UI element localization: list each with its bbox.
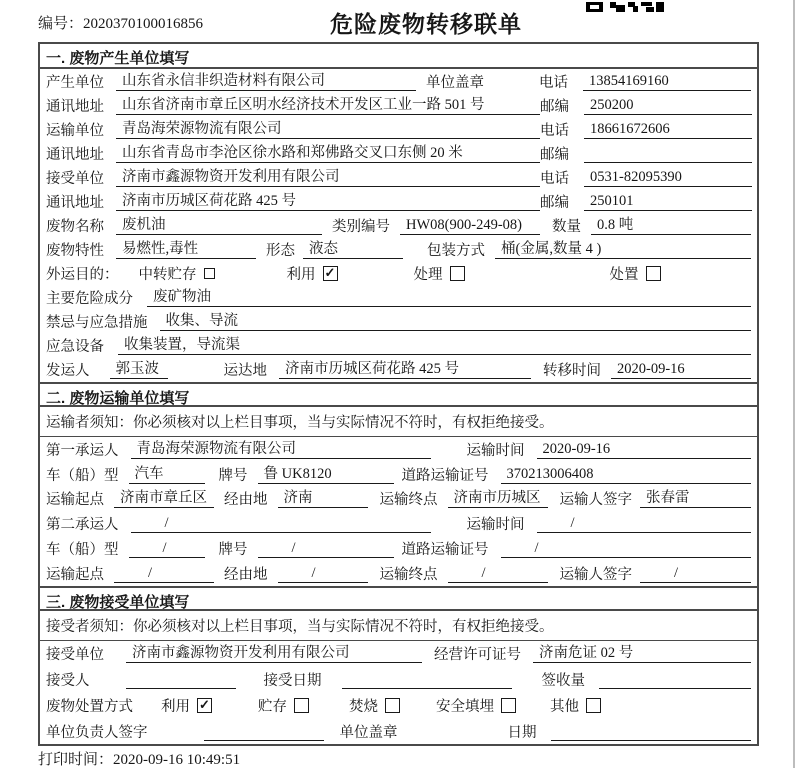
receive-date-label: 接受日期 <box>263 673 322 690</box>
trait-field: 易燃性,毒性 <box>116 240 256 259</box>
disposal-method-label: 废物处置方式 <box>46 698 133 715</box>
terminus2-field: / <box>448 564 548 583</box>
carrier2-field: / <box>131 514 431 533</box>
checkbox-disposal-landfill-label: 安全填埋 <box>436 698 494 715</box>
phone2-group <box>540 119 754 140</box>
checkbox-utilize <box>287 263 338 284</box>
receiver-address-row <box>40 189 757 213</box>
zip2-group <box>540 143 754 164</box>
receiver-row <box>40 165 757 189</box>
checkbox-disposal-incinerate <box>349 695 400 716</box>
vehicle1-row <box>40 462 757 487</box>
checkbox-transfer-storage-box <box>204 268 215 279</box>
phone2-field: 18661672606 <box>584 120 752 139</box>
quantity-field: 0.8 吨 <box>591 216 751 235</box>
plate1-label: 牌号 <box>218 467 248 484</box>
zip3-field: 250101 <box>584 192 752 211</box>
route2-row <box>40 561 757 586</box>
road-permit1-field: 370213006408 <box>501 465 752 484</box>
receiver-label: 接受单位 <box>46 170 104 187</box>
carrier1-field: 青岛海荣源物流有限公司 <box>131 440 431 459</box>
hazard-label: 主要危险成分 <box>46 290 133 307</box>
carrier-signature2-field: / <box>640 564 751 583</box>
unit-seal2-label: 单位盖章 <box>339 724 398 741</box>
transporter-row <box>40 117 757 141</box>
shipper-field: 郭玉波 <box>110 360 168 379</box>
waste-trait-row <box>40 237 757 261</box>
page-edge-line <box>793 0 795 768</box>
phone1-field: 13854169160 <box>583 72 751 91</box>
checkbox-dispose-box <box>646 266 661 281</box>
purpose-label: 外运目的： <box>46 266 119 283</box>
vehicle2-label: 车（船）型 <box>46 542 119 559</box>
address1-field: 山东省济南市章丘区明水经济技术开发区工业一路 501 号 <box>116 96 540 115</box>
receiving-unit-field: 济南市鑫源物资开发利用有限公司 <box>126 644 422 663</box>
transfer-time-label: 转移时间 <box>543 363 601 380</box>
origin1-field: 济南市章丘区 <box>114 489 214 508</box>
road-permit2-field: / <box>501 539 752 558</box>
category-label: 类别编号 <box>332 218 390 235</box>
producer-row <box>40 69 757 93</box>
responsible-signature-label: 单位负责人签字 <box>46 724 148 741</box>
section2-heading: 二. 废物运输单位填写 <box>40 382 757 407</box>
checkbox-disposal-other <box>550 695 601 716</box>
form-field: 液态 <box>303 240 403 259</box>
destination-field: 济南市历城区荷花路 425 号 <box>279 360 531 379</box>
zip3-label: 邮编 <box>540 194 569 211</box>
via2-label: 经由地 <box>224 567 268 584</box>
phone2-label: 电话 <box>540 122 569 139</box>
trait-label: 废物特性 <box>46 242 104 259</box>
page-title: 危险废物转移联单 <box>330 12 522 37</box>
disposal-method-row <box>40 693 757 719</box>
document-serial <box>38 12 203 33</box>
transport-time1-label: 运输时间 <box>466 442 525 459</box>
transport-purpose-row <box>40 261 757 285</box>
carrier1-row <box>40 437 757 462</box>
checkbox-disposal-other-box <box>586 698 601 713</box>
print-time <box>38 748 240 769</box>
form-label: 形态 <box>266 242 295 259</box>
checkbox-transfer-storage-label: 中转贮存 <box>138 266 197 283</box>
checkbox-disposal-landfill <box>436 695 516 716</box>
phone3-label: 电话 <box>540 170 569 187</box>
terminus1-label: 运输终点 <box>379 492 438 509</box>
terminus2-label: 运输终点 <box>379 567 438 584</box>
checkbox-disposal-store-label: 贮存 <box>258 698 287 715</box>
via1-field: 济南 <box>278 489 368 508</box>
vehicle2-field: / <box>129 539 205 558</box>
origin1-label: 运输起点 <box>46 492 104 509</box>
origin2-label: 运输起点 <box>46 567 104 584</box>
taboo-field: 收集、导流 <box>160 312 752 331</box>
producer-label: 产生单位 <box>46 74 104 91</box>
address2-label: 通讯地址 <box>46 146 104 163</box>
waste-name-row <box>40 213 757 237</box>
equipment-row <box>40 334 757 358</box>
checkbox-treat-box <box>450 266 465 281</box>
vehicle1-label: 车（船）型 <box>46 467 119 484</box>
hazard-row <box>40 285 757 309</box>
carrier2-row <box>40 511 757 536</box>
equipment-field: 收集装置，导流渠 <box>118 336 751 355</box>
zip1-label: 邮编 <box>540 98 569 115</box>
section2-notice: 运输者须知：你必须核对以上栏目事项，当与实际情况不符时，有权拒绝接受。 <box>40 407 757 437</box>
unit-seal-label: 单位盖章 <box>426 74 484 91</box>
recipient-field <box>126 670 236 689</box>
taboo-row <box>40 309 757 333</box>
equipment-label: 应急设备 <box>46 339 104 356</box>
receiving-unit-row <box>40 641 757 667</box>
responsible-signature-field <box>204 722 324 741</box>
shipper-label: 发运人 <box>46 363 90 380</box>
transporter-label: 运输单位 <box>46 122 104 139</box>
plate2-field: / <box>258 539 394 558</box>
taboo-label: 禁忌与应急措施 <box>46 314 148 331</box>
section1-body <box>40 69 757 382</box>
recipient-row <box>40 667 757 693</box>
checkbox-disposal-utilize <box>161 695 212 716</box>
checkbox-dispose <box>610 263 661 284</box>
carrier-signature2-label: 运输人签字 <box>559 567 632 584</box>
checkbox-treat-label: 处理 <box>413 266 443 283</box>
transport-time1-field: 2020-09-16 <box>537 440 752 459</box>
checkbox-disposal-other-label: 其他 <box>550 698 579 715</box>
vehicle1-field: 汽车 <box>129 465 205 484</box>
checkbox-utilize-label: 利用 <box>286 266 316 283</box>
transporter-address-row <box>40 141 757 165</box>
plate1-field: 鲁 UK8120 <box>258 465 394 484</box>
checkbox-disposal-incinerate-box <box>385 698 400 713</box>
checkbox-disposal-store <box>258 695 309 716</box>
road-permit1-label: 道路运输证号 <box>401 467 489 484</box>
address3-field: 济南市历城区荷花路 425 号 <box>116 192 540 211</box>
transport-time2-field: / <box>537 514 752 533</box>
seal-date-label: 日期 <box>507 724 537 741</box>
checkbox-disposal-utilize-box <box>197 698 212 713</box>
receiving-unit-label: 接受单位 <box>46 647 104 664</box>
permit-field: 济南危证 02 号 <box>533 644 751 663</box>
waste-name-label: 废物名称 <box>46 218 104 235</box>
serial-label: 编号： <box>38 16 84 32</box>
carrier2-label: 第二承运人 <box>46 517 119 534</box>
carrier-signature1-field: 张春雷 <box>640 489 751 508</box>
checkbox-disposal-store-box <box>294 698 309 713</box>
via2-field: / <box>278 564 368 583</box>
road-permit2-label: 道路运输证号 <box>401 542 489 559</box>
zip2-field <box>584 144 752 163</box>
address2-field: 山东省青岛市李沧区徐水路和郑佛路交叉口东侧 20 米 <box>116 144 540 163</box>
phone3-field: 0531-82095390 <box>584 168 752 187</box>
phone3-group <box>540 167 754 188</box>
serial-number: 2020370100016856 <box>83 16 204 32</box>
quantity-label: 数量 <box>552 218 581 235</box>
phone1-group <box>539 71 753 92</box>
receive-date-field <box>342 670 512 689</box>
print-time-label: 打印时间： <box>38 752 114 768</box>
checkbox-disposal-utilize-label: 利用 <box>161 698 190 715</box>
transfer-time-field: 2020-09-16 <box>611 360 751 379</box>
category-field: HW08(900-249-08) <box>400 216 540 235</box>
transport-time2-label: 运输时间 <box>466 517 525 534</box>
zip1-group <box>540 95 754 116</box>
section2-body <box>40 437 757 586</box>
receiver-field: 济南市鑫源物资开发利用有限公司 <box>116 168 540 187</box>
print-time-value: 2020-09-16 10:49:51 <box>113 752 241 768</box>
transporter-field: 青岛海荣源物流有限公司 <box>116 120 540 139</box>
checkbox-disposal-landfill-box <box>501 698 516 713</box>
carrier1-label: 第一承运人 <box>46 442 119 459</box>
checkbox-disposal-incinerate-label: 焚烧 <box>349 698 378 715</box>
waste-name-field: 废机油 <box>116 216 322 235</box>
section3-notice: 接受者须知：你必须核对以上栏目事项，当与实际情况不符时，有权拒绝接受。 <box>40 611 757 641</box>
seal-date-field <box>551 722 752 741</box>
address1-label: 通讯地址 <box>46 98 104 115</box>
vehicle2-row <box>40 536 757 561</box>
packaging-label: 包装方式 <box>427 242 485 259</box>
zip3-group <box>540 191 754 212</box>
zip2-label: 邮编 <box>540 146 569 163</box>
via1-label: 经由地 <box>224 492 268 509</box>
received-amount-field <box>599 670 751 689</box>
section3-body <box>40 641 757 744</box>
manifest-table <box>38 42 759 746</box>
shipper-row <box>40 358 757 382</box>
permit-label: 经营许可证号 <box>434 647 521 664</box>
producer-field: 山东省永信非织造材料有限公司 <box>116 72 416 91</box>
producer-address-row <box>40 93 757 117</box>
destination-label: 运达地 <box>223 363 267 380</box>
responsible-signature-row <box>40 718 757 744</box>
qr-code-partial-icon <box>586 0 664 18</box>
origin2-field: / <box>114 564 214 583</box>
address3-label: 通讯地址 <box>46 194 104 211</box>
section1-heading: 一. 废物产生单位填写 <box>40 44 757 69</box>
checkbox-transfer-storage <box>139 263 215 284</box>
zip1-field: 250200 <box>584 96 752 115</box>
phone1-label: 电话 <box>539 74 568 91</box>
plate2-label: 牌号 <box>218 542 248 559</box>
checkbox-dispose-label: 处置 <box>609 266 639 283</box>
checkbox-treat <box>414 263 465 284</box>
recipient-label: 接受人 <box>46 673 90 690</box>
checkbox-utilize-box <box>323 266 338 281</box>
section3-heading: 三. 废物接受单位填写 <box>40 586 757 611</box>
route1-row <box>40 486 757 511</box>
hazard-field: 废矿物油 <box>147 288 751 307</box>
terminus1-field: 济南市历城区 <box>448 489 548 508</box>
carrier-signature1-label: 运输人签字 <box>559 492 632 509</box>
received-amount-label: 签收量 <box>541 673 585 690</box>
packaging-field: 桶(金属,数量 4 ) <box>495 240 751 259</box>
